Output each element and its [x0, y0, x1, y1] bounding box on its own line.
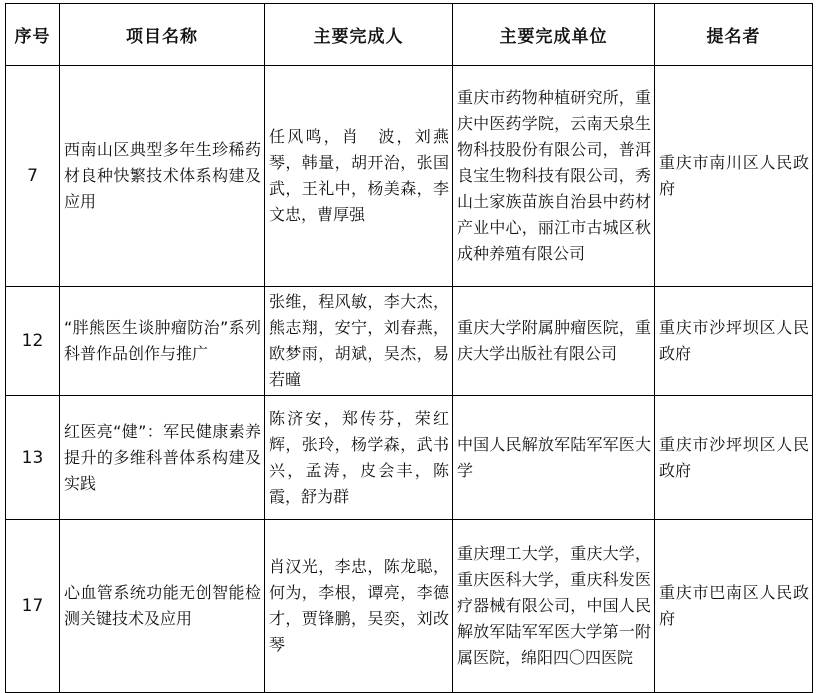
project-cell — [60, 396, 265, 520]
units: 重庆理工大学，重庆大学，重庆医科大学，重庆科发医疗器械有限公司，中国人民解放军陆军军医大学第一附属医院，绵阳四〇四医院 — [457, 544, 651, 667]
nominator: 重庆市沙坪坝区人民政府 — [659, 318, 809, 363]
table-row — [6, 520, 813, 693]
header-main-contributors: 主要完成人 — [265, 4, 453, 66]
nominator: 重庆市巴南区人民政府 — [659, 583, 809, 628]
table-body — [6, 66, 813, 693]
header-nominator: 提名者 — [655, 4, 813, 66]
project-name: 心血管系统功能无创智能检测关键技术及应用 — [64, 583, 261, 628]
project-cell — [60, 520, 265, 693]
people-cell — [265, 287, 453, 396]
people-cell — [265, 396, 453, 520]
contributors: 肖汉光，李忠，陈龙聪，何为，李根，谭亮，李德才，贾锋鹏，吴奕，刘改琴 — [269, 557, 449, 654]
seq-cell: 13 — [6, 396, 60, 520]
project-name: 西南山区典型多年生珍稀药材良种快繁技术体系构建及应用 — [64, 140, 261, 211]
nominator-cell — [655, 66, 813, 287]
seq-cell: 17 — [6, 520, 60, 693]
header-row — [6, 4, 813, 66]
people-cell — [265, 520, 453, 693]
project-name: 红医亮“健”：军民健康素养提升的多维科普体系构建及实践 — [64, 421, 261, 493]
table-row — [6, 396, 813, 520]
units-cell — [453, 66, 655, 287]
project-cell — [60, 66, 265, 287]
project-name: “胖熊医生谈肿瘤防治”系列科普作品创作与推广 — [64, 318, 261, 363]
table-header — [6, 4, 813, 66]
header-seq: 序号 — [6, 4, 60, 66]
header-main-units: 主要完成单位 — [453, 4, 655, 66]
nominator-cell — [655, 396, 813, 520]
units-cell — [453, 287, 655, 396]
units-cell — [453, 396, 655, 520]
nominator-cell — [655, 287, 813, 396]
seq-cell: 12 — [6, 287, 60, 396]
table-row — [6, 287, 813, 396]
units: 重庆市药物种植研究所，重庆中医药学院，云南天泉生物科技股份有限公司，普洱良宝生物科技有限公司，秀山土家族苗族自治县中药材产业中心，丽江市古城区秋成种养殖有限公司 — [457, 88, 651, 263]
table-row — [6, 66, 813, 287]
people-cell — [265, 66, 453, 287]
seq-cell: 7 — [6, 66, 60, 287]
contributors: 张维，程风敏，李大杰，熊志翔，安宁，刘春燕，欧梦雨，胡斌，吴杰，易若曈 — [269, 292, 449, 389]
project-cell — [60, 287, 265, 396]
nominator: 重庆市南川区人民政府 — [659, 153, 809, 198]
awards-table — [5, 3, 813, 693]
units: 中国人民解放军陆军军医大学 — [457, 434, 651, 480]
header-project-name: 项目名称 — [60, 4, 265, 66]
nominator: 重庆市沙坪坝区人民政府 — [659, 434, 809, 480]
nominator-cell — [655, 520, 813, 693]
contributors: 任风鸣，肖 波，刘燕琴，韩量，胡开治，张国武，王礼中，杨美森，李文忠，曹厚强 — [269, 127, 449, 224]
units: 重庆大学附属肿瘤医院，重庆大学出版社有限公司 — [457, 318, 651, 363]
units-cell — [453, 520, 655, 693]
contributors: 陈济安，郑传芬，荣红辉，张玲，杨学森，武书兴，孟涛，皮会丰，陈霞，舒为群 — [269, 408, 449, 506]
